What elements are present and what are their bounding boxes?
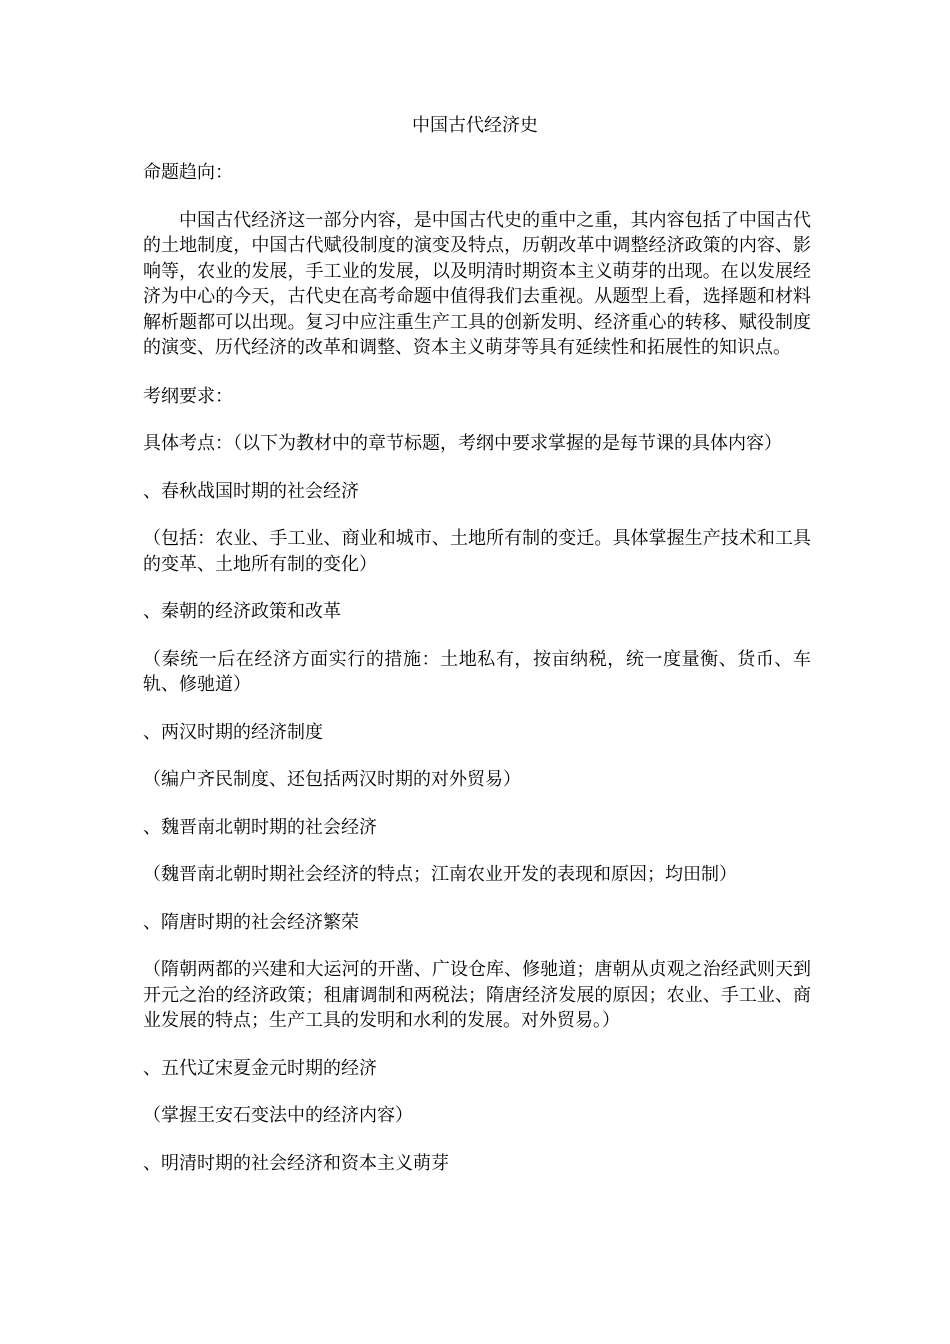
section-heading: 、五代辽宋夏金元时期的经济 (143, 1057, 377, 1079)
section-detail: （秦统一后在经济方面实行的措施：土地私有，按亩纳税，统一度量衡、货币、车轨、修驰道） (143, 648, 811, 695)
section-heading: 、魏晋南北朝时期的社会经济 (143, 816, 377, 838)
section-item (143, 720, 811, 793)
section-detail: （编户齐民制度、还包括两汉时期的对外贸易） (143, 769, 521, 790)
section-heading: 、明清时期的社会经济和资本主义萌芽 (143, 1152, 449, 1174)
section-detail: （包括：农业、手工业、商业和城市、土地所有制的变迁。具体掌握生产技术和工具的变革、土地所有制的变化） (143, 528, 811, 575)
section-item (143, 910, 811, 1034)
section-heading: 、秦朝的经济政策和改革 (143, 601, 341, 622)
section-list (143, 479, 811, 1177)
points-intro: 具体考点：（以下为教材中的章节标题，考纲中要求掌握的是每节课的具体内容） (143, 433, 782, 454)
section-detail: （掌握王安石变法中的经济内容） (143, 1105, 413, 1126)
syllabus-heading: 考纲要求： (143, 385, 233, 407)
section-item (143, 599, 811, 698)
section-detail: （魏晋南北朝时期社会经济的特点；江南农业开发的表现和原因；均田制） (143, 864, 737, 885)
trend-heading: 命题趋向： (143, 162, 233, 183)
section-item (143, 479, 811, 578)
section-detail: （隋朝两都的兴建和大运河的开凿、广设仓库、修驰道；唐朝从贞观之治经武则天到开元之治的经济政策；租庸调制和两税法；隋唐经济发展的原因；农业、手工业、商业发展的特点；生产工具的发明和水利的发展。对外贸易。） (143, 959, 811, 1031)
document-title: 中国古代经济史 (412, 115, 538, 136)
section-item (143, 1056, 811, 1129)
section-item (143, 815, 811, 888)
section-item (143, 1151, 811, 1177)
trend-paragraph: 中国古代经济这一部分内容，是中国古代史的重中之重，其内容包括了中国古代的土地制度，中国古代赋役制度的演变及特点，历朝改革中调整经济政策的内容、影响等，农业的发展，手工业的发展，以及明清时期资本主义萌芽的出现。在以发展经济为中心的今天，古代史在高考命题中值得我们去重视。从题型上看，选择题和材料解析题都可以出现。复习中应注重生产工具的创新发明、经济重心的转移、赋役制度的演变、历代经济的改革和调整、资本主义萌芽等具有延续性和拓展性的知识点。 (143, 209, 811, 358)
section-heading: 、春秋战国时期的社会经济 (143, 480, 359, 502)
section-heading: 、隋唐时期的社会经济繁荣 (143, 911, 359, 933)
section-heading: 、两汉时期的经济制度 (143, 721, 323, 743)
document-body (143, 160, 811, 1176)
